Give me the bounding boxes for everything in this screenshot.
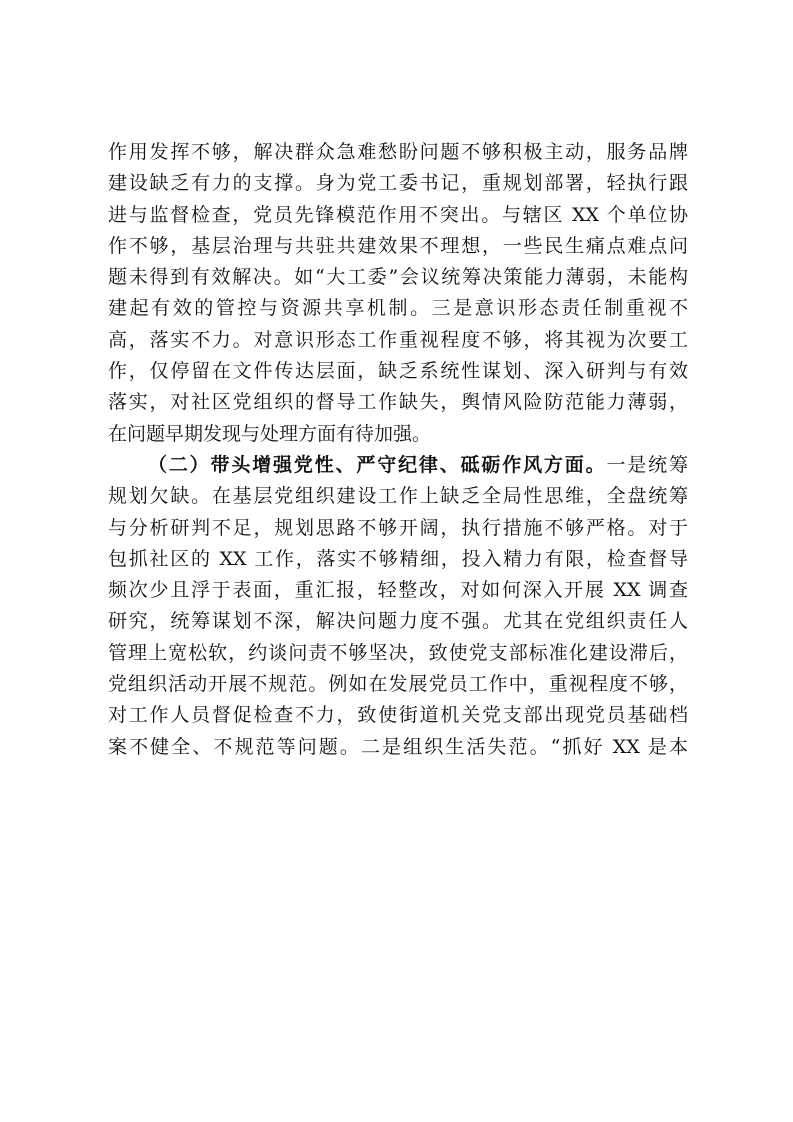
text-line: 题未得到有效解决。如“大工委”会议统筹决策能力薄弱，未能构	[108, 266, 688, 289]
text-line: 落实，对社区党组织的督导工作缺失，舆情风险防范能力薄弱，	[108, 391, 688, 414]
text-line: 频次少且浮于表面，重汇报，轻整改，对如何深入开展 XX 调查	[108, 579, 688, 602]
text-line: 建设缺乏有力的支撑。身为党工委书记，重规划部署，轻执行跟	[108, 172, 688, 195]
text-line: 党组织活动开展不规范。例如在发展党员工作中，重视程度不够，	[108, 673, 688, 696]
paragraph-2-first-line	[108, 450, 688, 481]
text-line: 案不健全、不规范等问题。二是组织生活失范。“抓好 XX 是本	[108, 735, 688, 758]
text-line: 进与监督检查，党员先锋模范作用不突出。与辖区 XX 个单位协	[108, 203, 688, 226]
text-line: 建起有效的管控与资源共享机制。三是意识形态责任制重视不	[108, 297, 688, 320]
text-line: 与分析研判不足，规划思路不够开阔，执行措施不够严格。对于	[108, 516, 688, 539]
text-line: 作用发挥不够，解决群众急难愁盼问题不够积极主动，服务品牌	[108, 141, 688, 163]
section-heading: （二）带头增强党性、严守纪律、砥砺作风方面。	[148, 453, 607, 476]
paragraph-1	[108, 137, 688, 450]
paragraph-2	[108, 450, 688, 763]
text-line: 在问题早期发现与处理方面有待加强。	[108, 422, 432, 445]
document-body	[108, 137, 688, 763]
text-line: 规划欠缺。在基层党组织建设工作上缺乏全局性思维，全盘统筹	[108, 485, 688, 508]
text-line: 作，仅停留在文件传达层面，缺乏系统性谋划、深入研判与有效	[108, 360, 688, 383]
text-line: 对工作人员督促检查不力，致使街道机关党支部出现党员基础档	[108, 704, 688, 727]
heading-followup-text: 一是统筹	[606, 453, 688, 476]
text-line: 作不够，基层治理与共驻共建效果不理想，一些民生痛点难点问	[108, 234, 688, 257]
text-line: 管理上宽松软，约谈问责不够坚决，致使党支部标准化建设滞后，	[108, 641, 688, 664]
text-line: 包抓社区的 XX 工作，落实不够精细，投入精力有限，检查督导	[108, 547, 688, 570]
text-line: 研究，统筹谋划不深，解决问题力度不强。尤其在党组织责任人	[108, 610, 688, 633]
text-line: 高，落实不力。对意识形态工作重视程度不够，将其视为次要工	[108, 328, 688, 351]
